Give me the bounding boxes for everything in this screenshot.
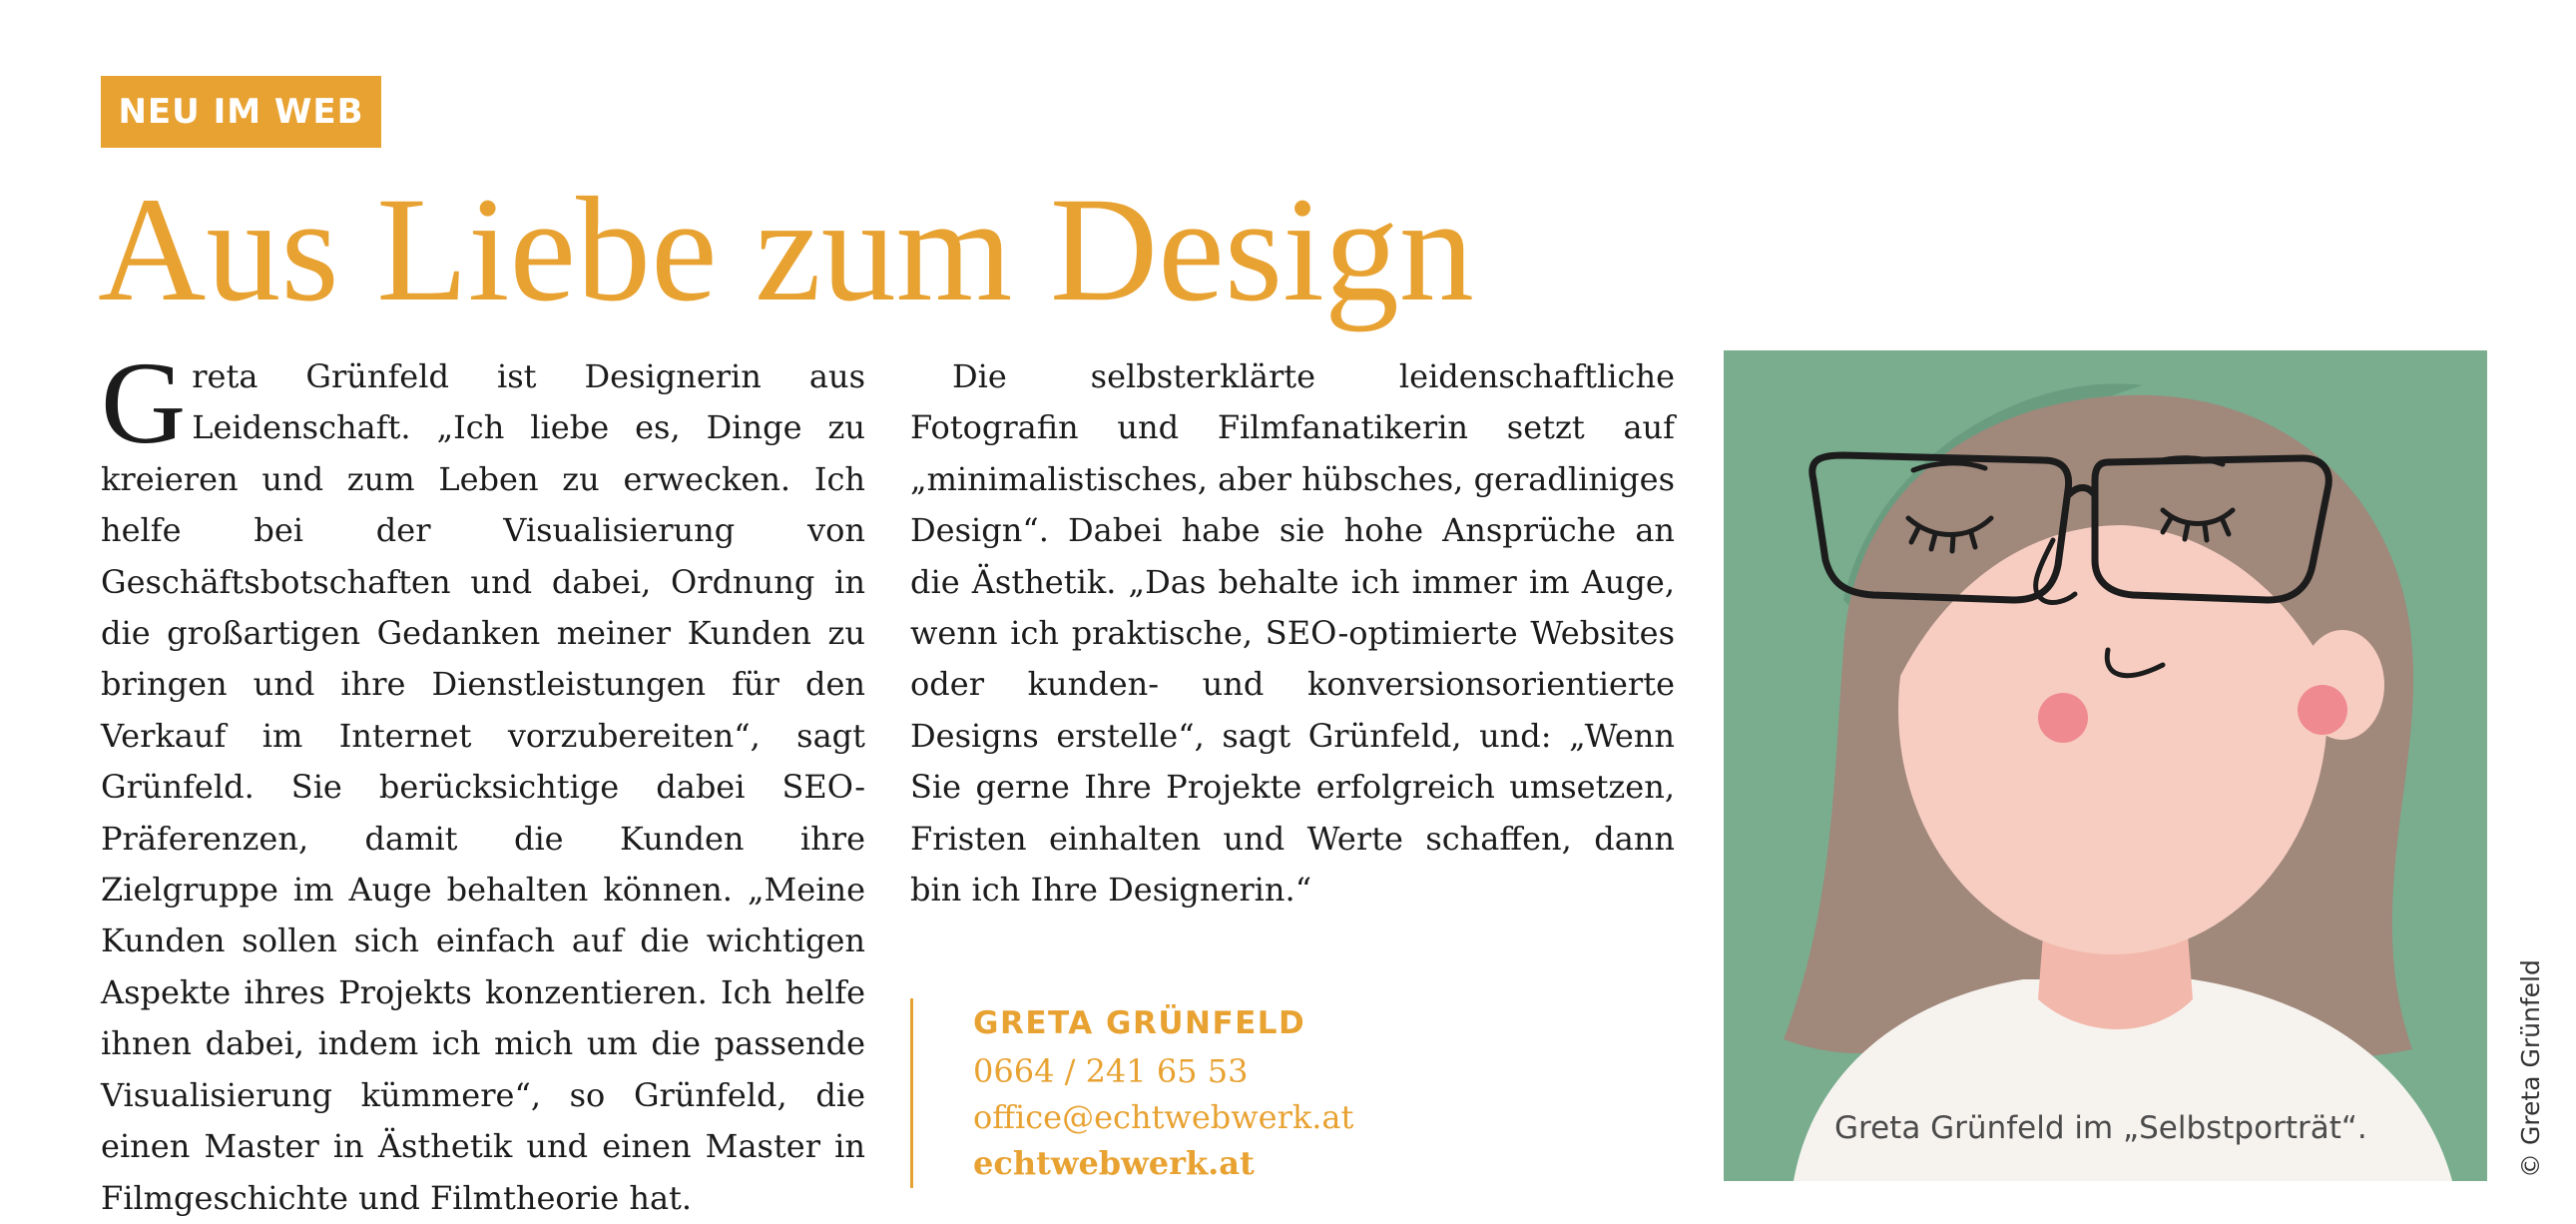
photo-credit: © Greta Grünfeld <box>2516 959 2545 1178</box>
right-cheek <box>2298 685 2347 735</box>
contact-phone[interactable]: 0664 / 241 65 53 <box>973 1052 1249 1090</box>
contact-box <box>910 998 1353 1188</box>
contact-name: GRETA GRÜNFELD <box>973 1005 1306 1041</box>
article-headline: Aus Liebe zum Design <box>98 167 1474 332</box>
drop-cap: G <box>101 337 187 468</box>
contact-email[interactable]: office@echtwebwerk.at <box>973 1098 1354 1136</box>
contact-website[interactable]: echtwebwerk.at <box>973 1144 1255 1182</box>
portrait-illustration <box>1724 350 2487 1181</box>
image-caption: Greta Grünfeld im „Selbstporträt“. <box>1834 1110 2367 1146</box>
left-cheek <box>2038 693 2088 743</box>
article-column-1 <box>101 337 865 1224</box>
section-tag: NEU IM WEB <box>101 76 381 148</box>
column-1-text: reta Grünfeld ist Designerin aus Leidenschaft. „Ich liebe es, Dinge zu kreieren und zum Leben zu erwecken. Ich helfe bei der Visualisierung von Geschäftsbotschaften und dabei, Ordnung in die großartigen Gedanken meiner Kunden zu bringen und ihre Dienstleistungen für den Verkauf im Internet vorzubereiten“, sagt Grünfeld. Sie berücksichtige dabei SEO-Präferenzen, damit die Kunden ihre Zielgruppe im Auge behalten können. „Meine Kunden sollen sich einfach auf die wichtigen Aspekte ihres Projekts konzentieren. Ich helfe ihnen dabei, indem ich mich um die passende Visualisierung kümmere“, so Grünfeld, die einen Master in Ästhetik und einen Master in Filmgeschichte und Filmtheorie hat. <box>101 357 865 1217</box>
column-2-text: Die selbsterklärte leidenschaftliche Fotografin und Filmfanatikerin setzt auf „minimalistisches, aber hübsches, geradliniges Design“. Dabei habe sie hohe Ansprüche an die Ästhetik. „Das behalte ich immer im Auge, wenn ich praktische, SEO-optimierte Websites oder kunden- und konversionsorientierte Designs erstelle“, sagt Grünfeld, und: „Wenn Sie gerne Ihre Projekte erfolgreich umsetzen, Fristen einhalten und Werte schaffen, dann bin ich Ihre Designerin.“ <box>910 357 1675 910</box>
article-column-2 <box>910 351 1675 916</box>
column-1-paragraph <box>101 337 865 1224</box>
